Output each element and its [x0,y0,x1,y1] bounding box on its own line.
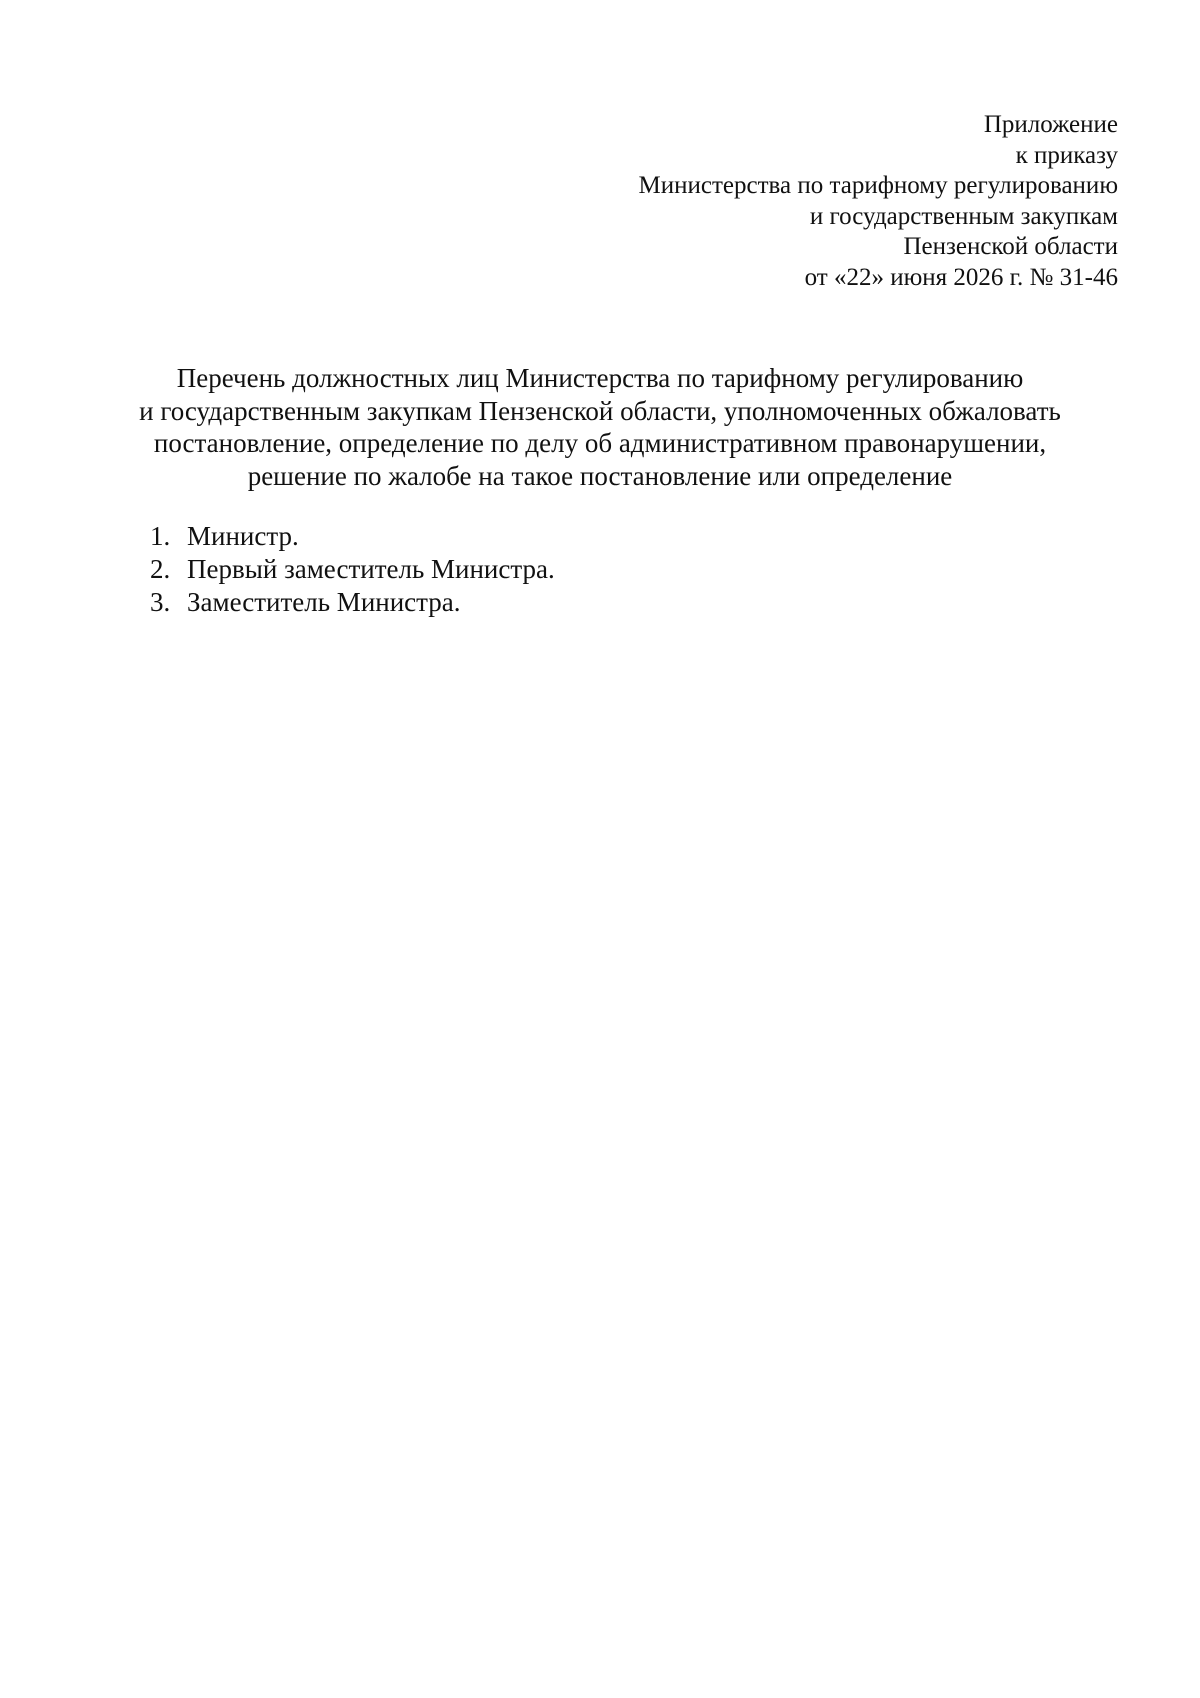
appendix-order-date-number: от «22» июня 2026 г. № 31-46 [804,263,1118,291]
list-item [150,520,555,553]
list-item-number: 3. [150,587,171,617]
title-line-2: и государственным закупкам Пензенской области, уполномоченных обжаловать [139,395,1061,426]
list-item-text: Заместитель Министра. [187,587,461,617]
list-item-number: 2. [150,554,171,584]
list-item-number: 1. [150,521,171,551]
list-item-text: Министр. [187,521,299,551]
list-item-text: Первый заместитель Министра. [187,554,555,584]
appendix-ministry-line-1: Министерства по тарифному регулированию [638,172,1118,199]
appendix-ministry-line-2: и государственным закупкам [809,202,1118,230]
positions-list [150,520,555,619]
title-line-3: постановление, определение по делу об административном правонарушении, [153,428,1047,458]
list-item [150,553,555,586]
list-item [150,586,555,619]
document-title [0,362,1200,492]
appendix-label: Приложение [983,111,1118,138]
appendix-order-ref: к приказу [1015,141,1118,169]
title-line-1: Перечень должностных лиц Министерства по тарифному регулированию [176,363,1024,393]
title-line-4: решение по жалобе на такое постановление или определение [247,460,953,491]
appendix-region: Пензенской области [903,233,1118,260]
appendix-header [639,110,1118,293]
